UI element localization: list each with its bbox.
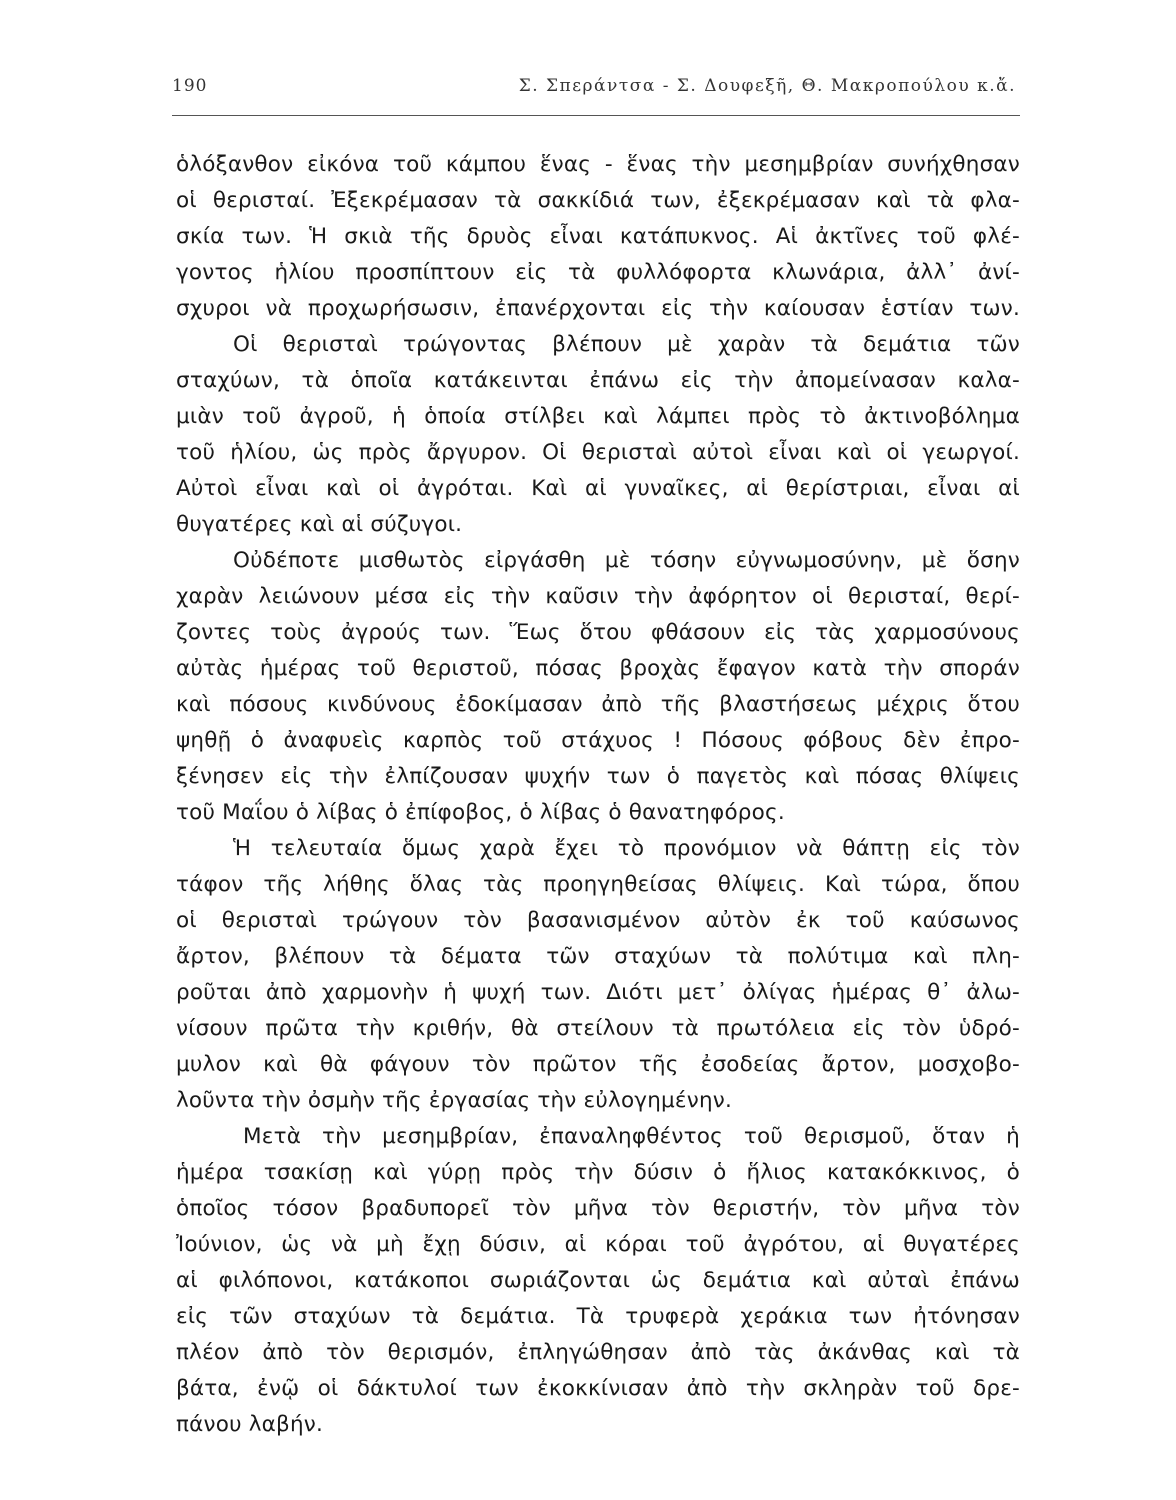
text-line: ὁλόξανθον εἰκόνα τοῦ κάμπου ἕνας - ἕνας τὴν μεσημβρίαν συνήχθησαν — [176, 152, 1020, 177]
text-line: εἰς τῶν σταχύων τὰ δεμάτια. Τὰ τρυφερὰ χεράκια των ἠτόνησαν — [176, 1304, 1020, 1329]
running-head: Σ. Σπεράντσα - Σ. Δουφεξῆ, Θ. Μακροπούλου κ.ἄ. — [518, 76, 1016, 96]
text-line: ὁποῖος τόσον βραδυπορεῖ τὸν μῆνα τὸν θεριστήν, τὸν μῆνα τὸν — [176, 1196, 1020, 1221]
text-line: αὐτὰς ἡμέρας τοῦ θεριστοῦ, πόσας βροχὰς ἔφαγον κατὰ τὴν σποράν — [176, 656, 1020, 681]
text-line: γοντος ἡλίου προσπίπτουν εἰς τὰ φυλλόφορτα κλωνάρια, ἀλλ᾿ ἀνί- — [176, 260, 1020, 285]
text-line: Αὐτοὶ εἶναι καὶ οἱ ἀγρόται. Καὶ αἱ γυναῖκες, αἱ θερίστριαι, εἶναι αἱ — [176, 476, 1020, 501]
text-line: οἱ θερισταὶ τρώγουν τὸν βασανισμένον αὐτὸν ἐκ τοῦ καύσωνος — [176, 908, 1020, 933]
text-line: σχυροι νὰ προχωρήσωσιν, ἐπανέρχονται εἰς τὴν καίουσαν ἑστίαν των. — [176, 296, 1020, 321]
text-line: πλέον ἀπὸ τὸν θερισμόν, ἐπληγώθησαν ἀπὸ τὰς ἀκάνθας καὶ τὰ — [176, 1340, 1020, 1365]
text-line: μυλον καὶ θὰ φάγουν τὸν πρῶτον τῆς ἐσοδείας ἄρτον, μοσχοβο- — [176, 1052, 1020, 1077]
paragraph-start-line: Ἡ τελευταία ὅμως χαρὰ ἔχει τὸ προνόμιον νὰ θάπτῃ εἰς τὸν — [233, 836, 1020, 861]
text-line: ζοντες τοὺς ἀγρούς των. Ἕως ὅτου φθάσουν εἰς τὰς χαρμοσύνους — [176, 620, 1020, 645]
text-line: Ἰούνιον, ὡς νὰ μὴ ἔχῃ δύσιν, αἱ κόραι τοῦ ἀγρότου, αἱ θυγατέρες — [176, 1232, 1020, 1257]
paragraph-start-line: Οἱ θερισταὶ τρώγοντας βλέπουν μὲ χαρὰν τὰ δεμάτια τῶν — [233, 332, 1020, 357]
text-line: τοῦ ἡλίου, ὡς πρὸς ἄργυρον. Οἱ θερισταὶ αὐτοὶ εἶναι καὶ οἱ γεωργοί. — [176, 440, 1020, 465]
text-line: ψηθῇ ὁ ἀναφυεὶς καρπὸς τοῦ στάχυος ! Πόσους φόβους δὲν ἐπρο- — [176, 728, 1020, 753]
paragraph-end-line: θυγατέρες καὶ αἱ σύζυγοι. — [176, 512, 463, 537]
text-line: σταχύων, τὰ ὁποῖα κατάκεινται ἐπάνω εἰς τὴν ἀπομείνασαν καλα- — [176, 368, 1020, 393]
text-line: τάφον τῆς λήθης ὅλας τὰς προηγηθείσας θλίψεις. Καὶ τώρα, ὅπου — [176, 872, 1020, 897]
text-line: νίσουν πρῶτα τὴν κριθήν, θὰ στείλουν τὰ πρωτόλεια εἰς τὸν ὑδρό- — [176, 1016, 1020, 1041]
text-line: ροῦται ἀπὸ χαρμονὴν ἡ ψυχή των. Διότι μετ᾿ ὀλίγας ἡμέρας θ᾿ ἀλω- — [176, 980, 1020, 1005]
text-line: χαρὰν λειώνουν μέσα εἰς τὴν καῦσιν τὴν ἀφόρητον οἱ θερισταί, θερί- — [176, 584, 1020, 609]
header-rule — [172, 115, 1020, 116]
paragraph-end-line: πάνου λαβήν. — [176, 1412, 324, 1437]
text-line: μιὰν τοῦ ἀγροῦ, ἡ ὁποία στίλβει καὶ λάμπει πρὸς τὸ ἀκτινοβόλημα — [176, 404, 1020, 429]
page-number: 190 — [172, 76, 208, 96]
text-line: ξένησεν εἰς τὴν ἐλπίζουσαν ψυχήν των ὁ παγετὸς καὶ πόσας θλίψεις — [176, 764, 1020, 789]
text-line: οἱ θερισταί. Ἐξεκρέμασαν τὰ σακκίδιά των, ἐξεκρέμασαν καὶ τὰ φλα- — [176, 188, 1020, 213]
paragraph-end-line: λοῦντα τὴν ὀσμὴν τῆς ἐργασίας τὴν εὐλογημένην. — [176, 1088, 733, 1113]
text-line: καὶ πόσους κινδύνους ἐδοκίμασαν ἀπὸ τῆς βλαστήσεως μέχρις ὅτου — [176, 692, 1020, 717]
running-header — [172, 76, 1016, 106]
paragraph-end-line: τοῦ Μαΐου ὁ λίβας ὁ ἐπίφοβος, ὁ λίβας ὁ θανατηφόρος. — [176, 800, 785, 825]
text-line: βάτα, ἐνῷ οἱ δάκτυλοί των ἐκοκκίνισαν ἀπὸ τὴν σκληρὰν τοῦ δρε- — [176, 1376, 1020, 1401]
paragraph-start-line: Οὐδέποτε μισθωτὸς εἰργάσθη μὲ τόσην εὐγνωμοσύνην, μὲ ὅσην — [233, 548, 1020, 573]
text-line: ἡμέρα τσακίσῃ καὶ γύρῃ πρὸς τὴν δύσιν ὁ ἥλιος κατακόκκινος, ὁ — [176, 1160, 1020, 1185]
paragraph-start-line: Μετὰ τὴν μεσημβρίαν, ἐπαναληφθέντος τοῦ θερισμοῦ, ὅταν ἡ — [243, 1124, 1020, 1149]
body-text — [176, 147, 1020, 1443]
text-line: ἄρτον, βλέπουν τὰ δέματα τῶν σταχύων τὰ πολύτιμα καὶ πλη- — [176, 944, 1020, 969]
text-line: αἱ φιλόπονοι, κατάκοποι σωριάζονται ὡς δεμάτια καὶ αὐταὶ ἐπάνω — [176, 1268, 1020, 1293]
text-line: σκία των. Ἡ σκιὰ τῆς δρυὸς εἶναι κατάπυκνος. Αἱ ἀκτῖνες τοῦ φλέ- — [176, 224, 1020, 249]
